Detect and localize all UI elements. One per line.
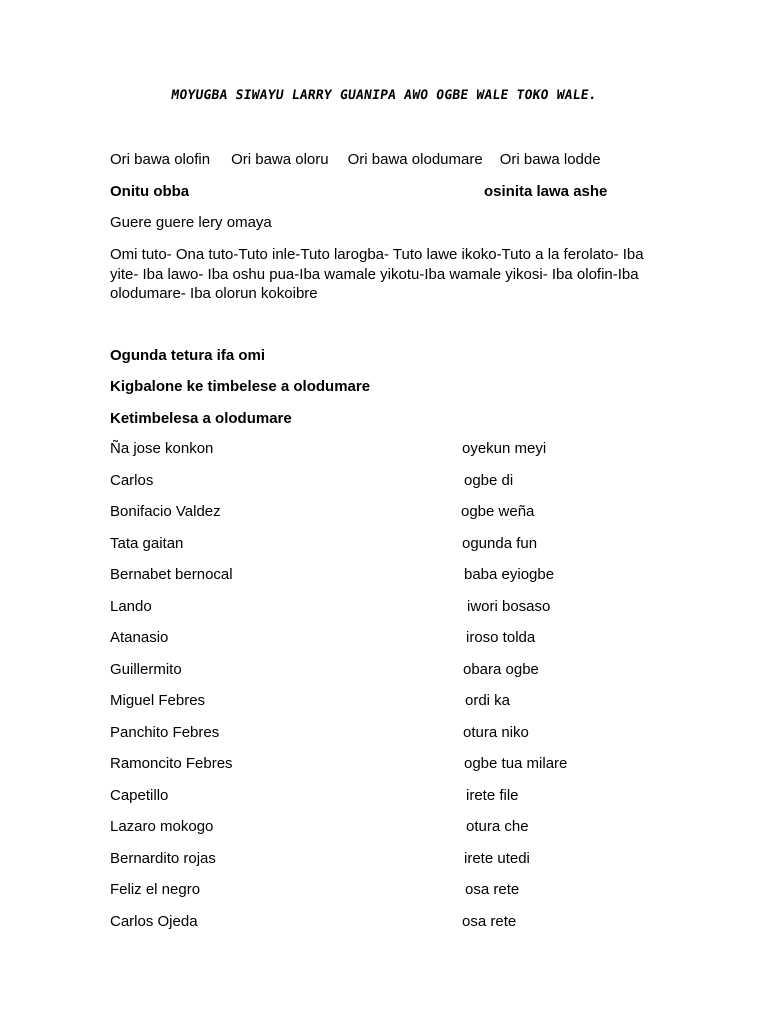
lineage-sign: ordi ka (465, 692, 511, 709)
ori-phrase: Ori bawa lodde (499, 151, 601, 168)
lineage-name: Carlos Ojeda (110, 913, 198, 930)
lineage-name: Panchito Febres (110, 724, 220, 741)
guere-line: Guere guere lery omaya (110, 214, 272, 231)
lineage-sign: irete utedi (464, 850, 530, 867)
lineage-name: Bonifacio Valdez (110, 503, 221, 520)
lineage-name: Capetillo (110, 787, 169, 804)
ori-bawa-line (110, 150, 601, 170)
lineage-name: Carlos (110, 472, 154, 489)
lineage-name: Guillermito (110, 661, 182, 678)
lineage-name: Tata gaitan (110, 535, 184, 552)
lineage-name: Atanasio (110, 629, 169, 646)
onitu-left: Onitu obba (110, 183, 190, 200)
lineage-sign: otura niko (463, 724, 529, 741)
lineage-sign: osa rete (462, 913, 517, 930)
lineage-name: Lazaro mokogo (110, 818, 214, 835)
kigbalone-heading: Kigbalone ke timbelese a olodumare (110, 378, 371, 395)
lineage-sign: obara ogbe (463, 661, 539, 678)
lineage-name: Feliz el negro (110, 881, 201, 898)
lineage-sign: otura che (466, 818, 529, 835)
lineage-sign: ogunda fun (462, 535, 538, 552)
ori-phrase: Ori bawa olofin (110, 151, 211, 168)
lineage-name: Ramoncito Febres (110, 755, 233, 772)
lineage-sign: ogbe di (464, 472, 514, 489)
lineage-sign: iroso tolda (466, 629, 536, 646)
ori-phrase: Ori bawa olodumare (347, 151, 483, 168)
ketimbelesa-heading: Ketimbelesa a olodumare (110, 410, 292, 427)
lineage-sign: osa rete (465, 881, 520, 898)
lineage-sign: ogbe tua milare (464, 755, 568, 772)
omi-paragraph: Omi tuto- Ona tuto-Tuto inle-Tuto larogba- Tuto lawe ikoko-Tuto a la ferolato- Iba yite- Iba lawo- Iba oshu pua-Iba wamale yikotu-Iba wamale yikosi- Iba olofin-Iba olodumare- Iba olorun kokoibre (110, 246, 644, 302)
lineage-name: Bernardito rojas (110, 850, 216, 867)
lineage-name: Lando (110, 598, 152, 615)
ogunda-heading: Ogunda tetura ifa omi (110, 347, 266, 364)
lineage-name: Miguel Febres (110, 692, 206, 709)
lineage-sign: irete file (466, 787, 519, 804)
lineage-sign: iwori bosaso (467, 598, 551, 615)
lineage-sign: baba eyiogbe (464, 566, 555, 583)
ori-phrase: Ori bawa oloru (231, 151, 329, 168)
document-title: MOYUGBA SIWAYU LARRY GUANIPA AWO OGBE WALE TOKO WALE. (170, 88, 598, 103)
lineage-sign: oyekun meyi (462, 440, 547, 457)
lineage-name: Ña jose konkon (110, 440, 214, 457)
lineage-name: Bernabet bernocal (110, 566, 233, 583)
onitu-right: osinita lawa ashe (484, 183, 608, 200)
lineage-sign: ogbe weña (461, 503, 535, 520)
